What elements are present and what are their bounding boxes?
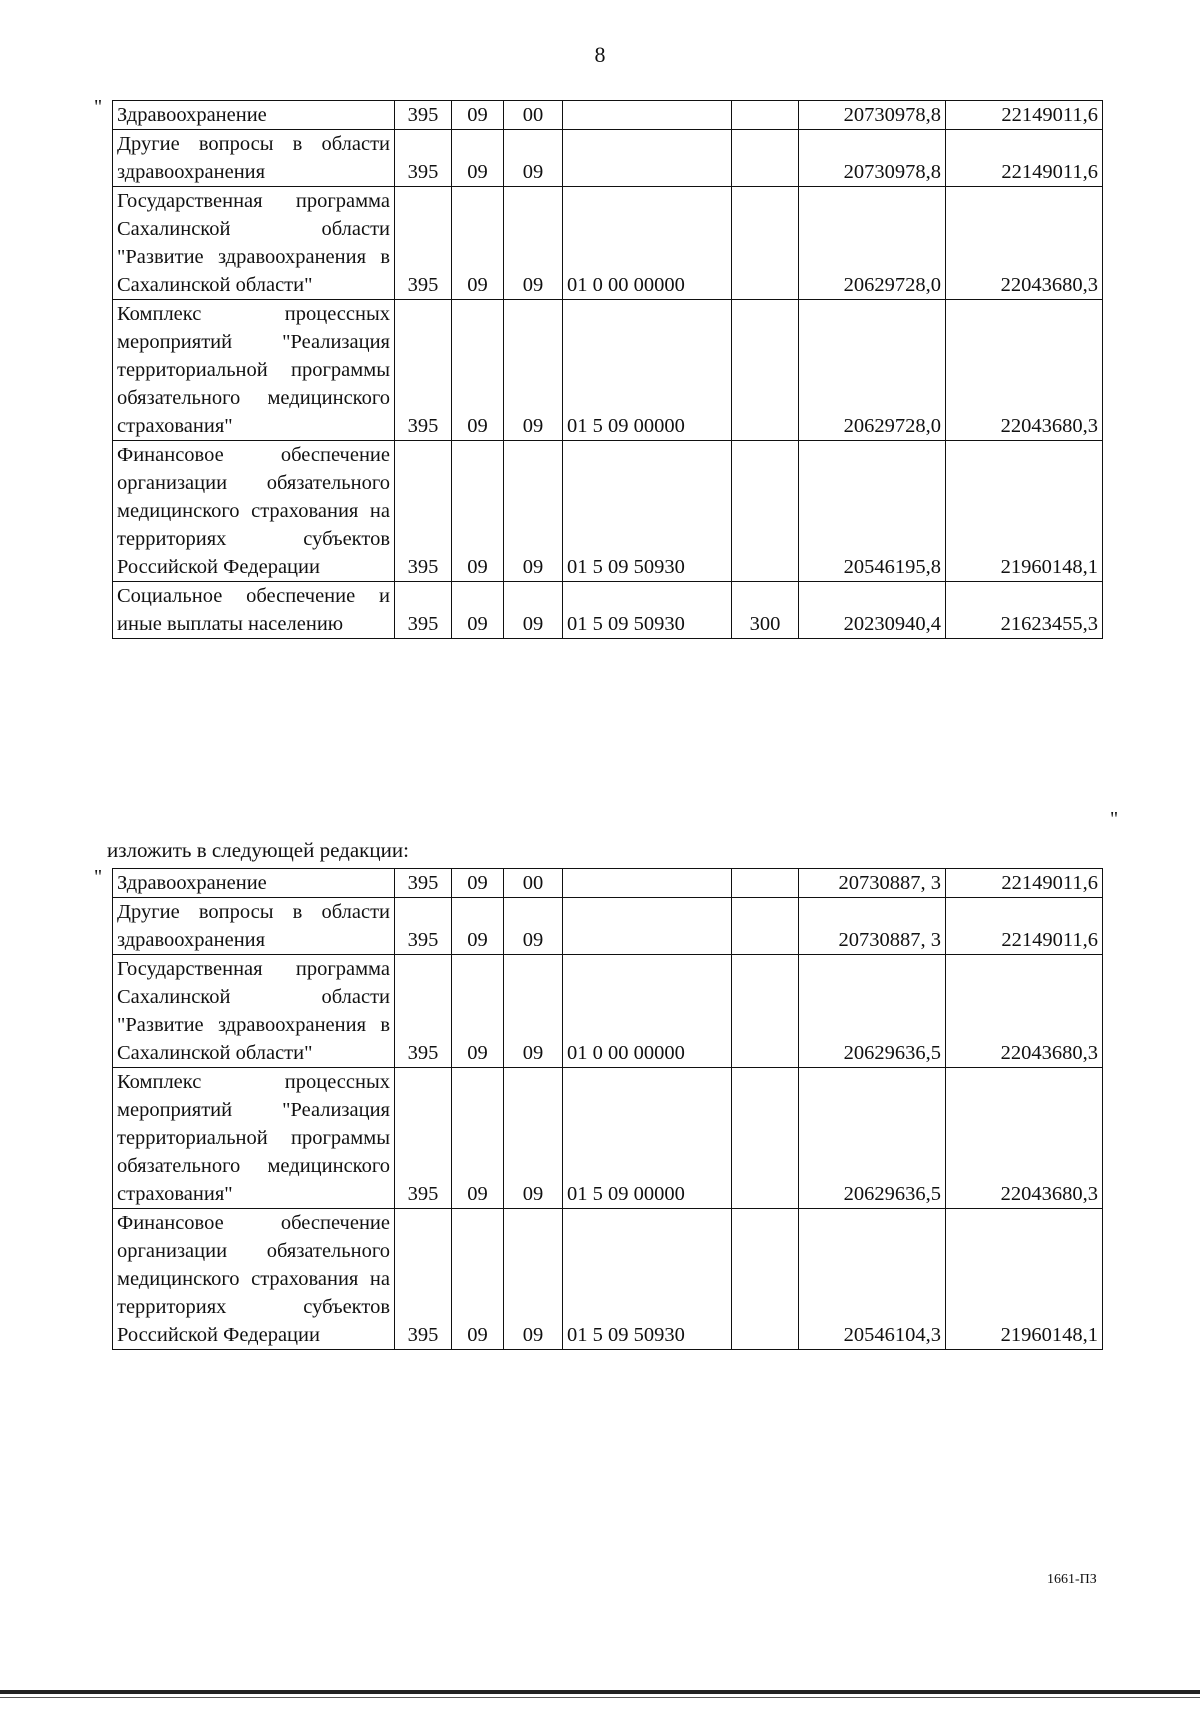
row-section-code: 09 [452,869,504,898]
row-section-code: 09 [452,898,504,955]
row-amount-1: 20629728,0 [799,300,946,441]
row-ministry-code: 395 [395,187,452,300]
row-subsection-code: 09 [504,130,563,187]
row-ministry-code: 395 [395,1068,452,1209]
row-amount-2: 21623455,3 [946,582,1103,639]
row-section-code: 09 [452,955,504,1068]
row-target-code [563,898,732,955]
row-name: Комплекс процессных мероприятий "Реализация территориальной программы обязательного медицинского страхования" [113,1068,395,1209]
row-name: Комплекс процессных мероприятий "Реализация территориальной программы обязательного медицинского страхования" [113,300,395,441]
close-quote-before: " [1110,808,1119,830]
row-expense-type [732,898,799,955]
row-section-code: 09 [452,441,504,582]
table-row [113,1068,1103,1209]
row-target-code: 01 5 09 50930 [563,582,732,639]
footer-code: 1661-ПЗ [1047,1572,1097,1587]
row-subsection-code: 09 [504,1209,563,1350]
row-amount-1: 20730978,8 [799,101,946,130]
row-subsection-code: 09 [504,1068,563,1209]
row-section-code: 09 [452,582,504,639]
row-target-code: 01 5 09 50930 [563,1209,732,1350]
row-expense-type [732,955,799,1068]
row-expense-type [732,869,799,898]
row-ministry-code: 395 [395,441,452,582]
row-amount-2: 21960148,1 [946,1209,1103,1350]
row-name: Государственная программа Сахалинской области "Развитие здравоохранения в Сахалинской области" [113,955,395,1068]
table-row [113,300,1103,441]
row-amount-1: 20730887, 3 [799,869,946,898]
row-name: Государственная программа Сахалинской области "Развитие здравоохранения в Сахалинской области" [113,187,395,300]
between-text: изложить в следующей редакции: [107,838,409,862]
row-target-code [563,130,732,187]
row-name: Финансовое обеспечение организации обязательного медицинского страхования на территориях субъектов Российской Федерации [113,441,395,582]
row-ministry-code: 395 [395,582,452,639]
row-amount-1: 20629636,5 [799,955,946,1068]
table-row [113,130,1103,187]
row-amount-1: 20629636,5 [799,1068,946,1209]
row-subsection-code: 09 [504,300,563,441]
table-row [113,1209,1103,1350]
row-target-code: 01 0 00 00000 [563,187,732,300]
row-subsection-code: 09 [504,582,563,639]
row-ministry-code: 395 [395,1209,452,1350]
row-amount-1: 20730887, 3 [799,898,946,955]
row-name: Здравоохранение [113,869,395,898]
table-row [113,898,1103,955]
row-expense-type [732,130,799,187]
budget-table-after [112,868,1103,1350]
row-ministry-code: 395 [395,101,452,130]
row-ministry-code: 395 [395,130,452,187]
budget-table-before [112,100,1103,639]
row-target-code [563,869,732,898]
row-amount-1: 20730978,8 [799,130,946,187]
row-subsection-code: 09 [504,955,563,1068]
row-expense-type [732,1209,799,1350]
page-number: 8 [594,42,606,67]
row-amount-1: 20629728,0 [799,187,946,300]
bottom-divider-thin [0,1697,1200,1698]
row-expense-type [732,101,799,130]
row-amount-2: 22149011,6 [946,130,1103,187]
row-expense-type [732,300,799,441]
row-amount-1: 20546104,3 [799,1209,946,1350]
row-amount-2: 21960148,1 [946,441,1103,582]
row-expense-type [732,441,799,582]
row-ministry-code: 395 [395,955,452,1068]
table-row [113,441,1103,582]
row-name: Социальное обеспечение и иные выплаты населению [113,582,395,639]
row-ministry-code: 395 [395,898,452,955]
row-section-code: 09 [452,187,504,300]
row-target-code: 01 5 09 50930 [563,441,732,582]
row-subsection-code: 00 [504,101,563,130]
open-quote-after: " [94,866,103,888]
row-subsection-code: 09 [504,441,563,582]
row-target-code [563,101,732,130]
row-name: Другие вопросы в области здравоохранения [113,130,395,187]
row-section-code: 09 [452,300,504,441]
row-name: Финансовое обеспечение организации обязательного медицинского страхования на территориях субъектов Российской Федерации [113,1209,395,1350]
row-amount-2: 22043680,3 [946,955,1103,1068]
row-target-code: 01 5 09 00000 [563,1068,732,1209]
row-expense-type [732,1068,799,1209]
open-quote-before: " [94,96,103,118]
row-expense-type: 300 [732,582,799,639]
row-section-code: 09 [452,1068,504,1209]
row-section-code: 09 [452,101,504,130]
row-amount-2: 22043680,3 [946,1068,1103,1209]
row-name: Здравоохранение [113,101,395,130]
row-amount-2: 22149011,6 [946,869,1103,898]
bottom-divider [0,1690,1200,1694]
row-amount-2: 22043680,3 [946,300,1103,441]
table-row [113,582,1103,639]
row-amount-1: 20230940,4 [799,582,946,639]
table-row [113,101,1103,130]
row-amount-1: 20546195,8 [799,441,946,582]
row-subsection-code: 09 [504,898,563,955]
table-row [113,869,1103,898]
row-ministry-code: 395 [395,300,452,441]
row-section-code: 09 [452,130,504,187]
row-name: Другие вопросы в области здравоохранения [113,898,395,955]
table-row [113,955,1103,1068]
row-amount-2: 22149011,6 [946,898,1103,955]
row-amount-2: 22149011,6 [946,101,1103,130]
row-section-code: 09 [452,1209,504,1350]
row-target-code: 01 5 09 00000 [563,300,732,441]
row-amount-2: 22043680,3 [946,187,1103,300]
row-expense-type [732,187,799,300]
row-subsection-code: 09 [504,187,563,300]
row-target-code: 01 0 00 00000 [563,955,732,1068]
table-row [113,187,1103,300]
row-subsection-code: 00 [504,869,563,898]
row-ministry-code: 395 [395,869,452,898]
